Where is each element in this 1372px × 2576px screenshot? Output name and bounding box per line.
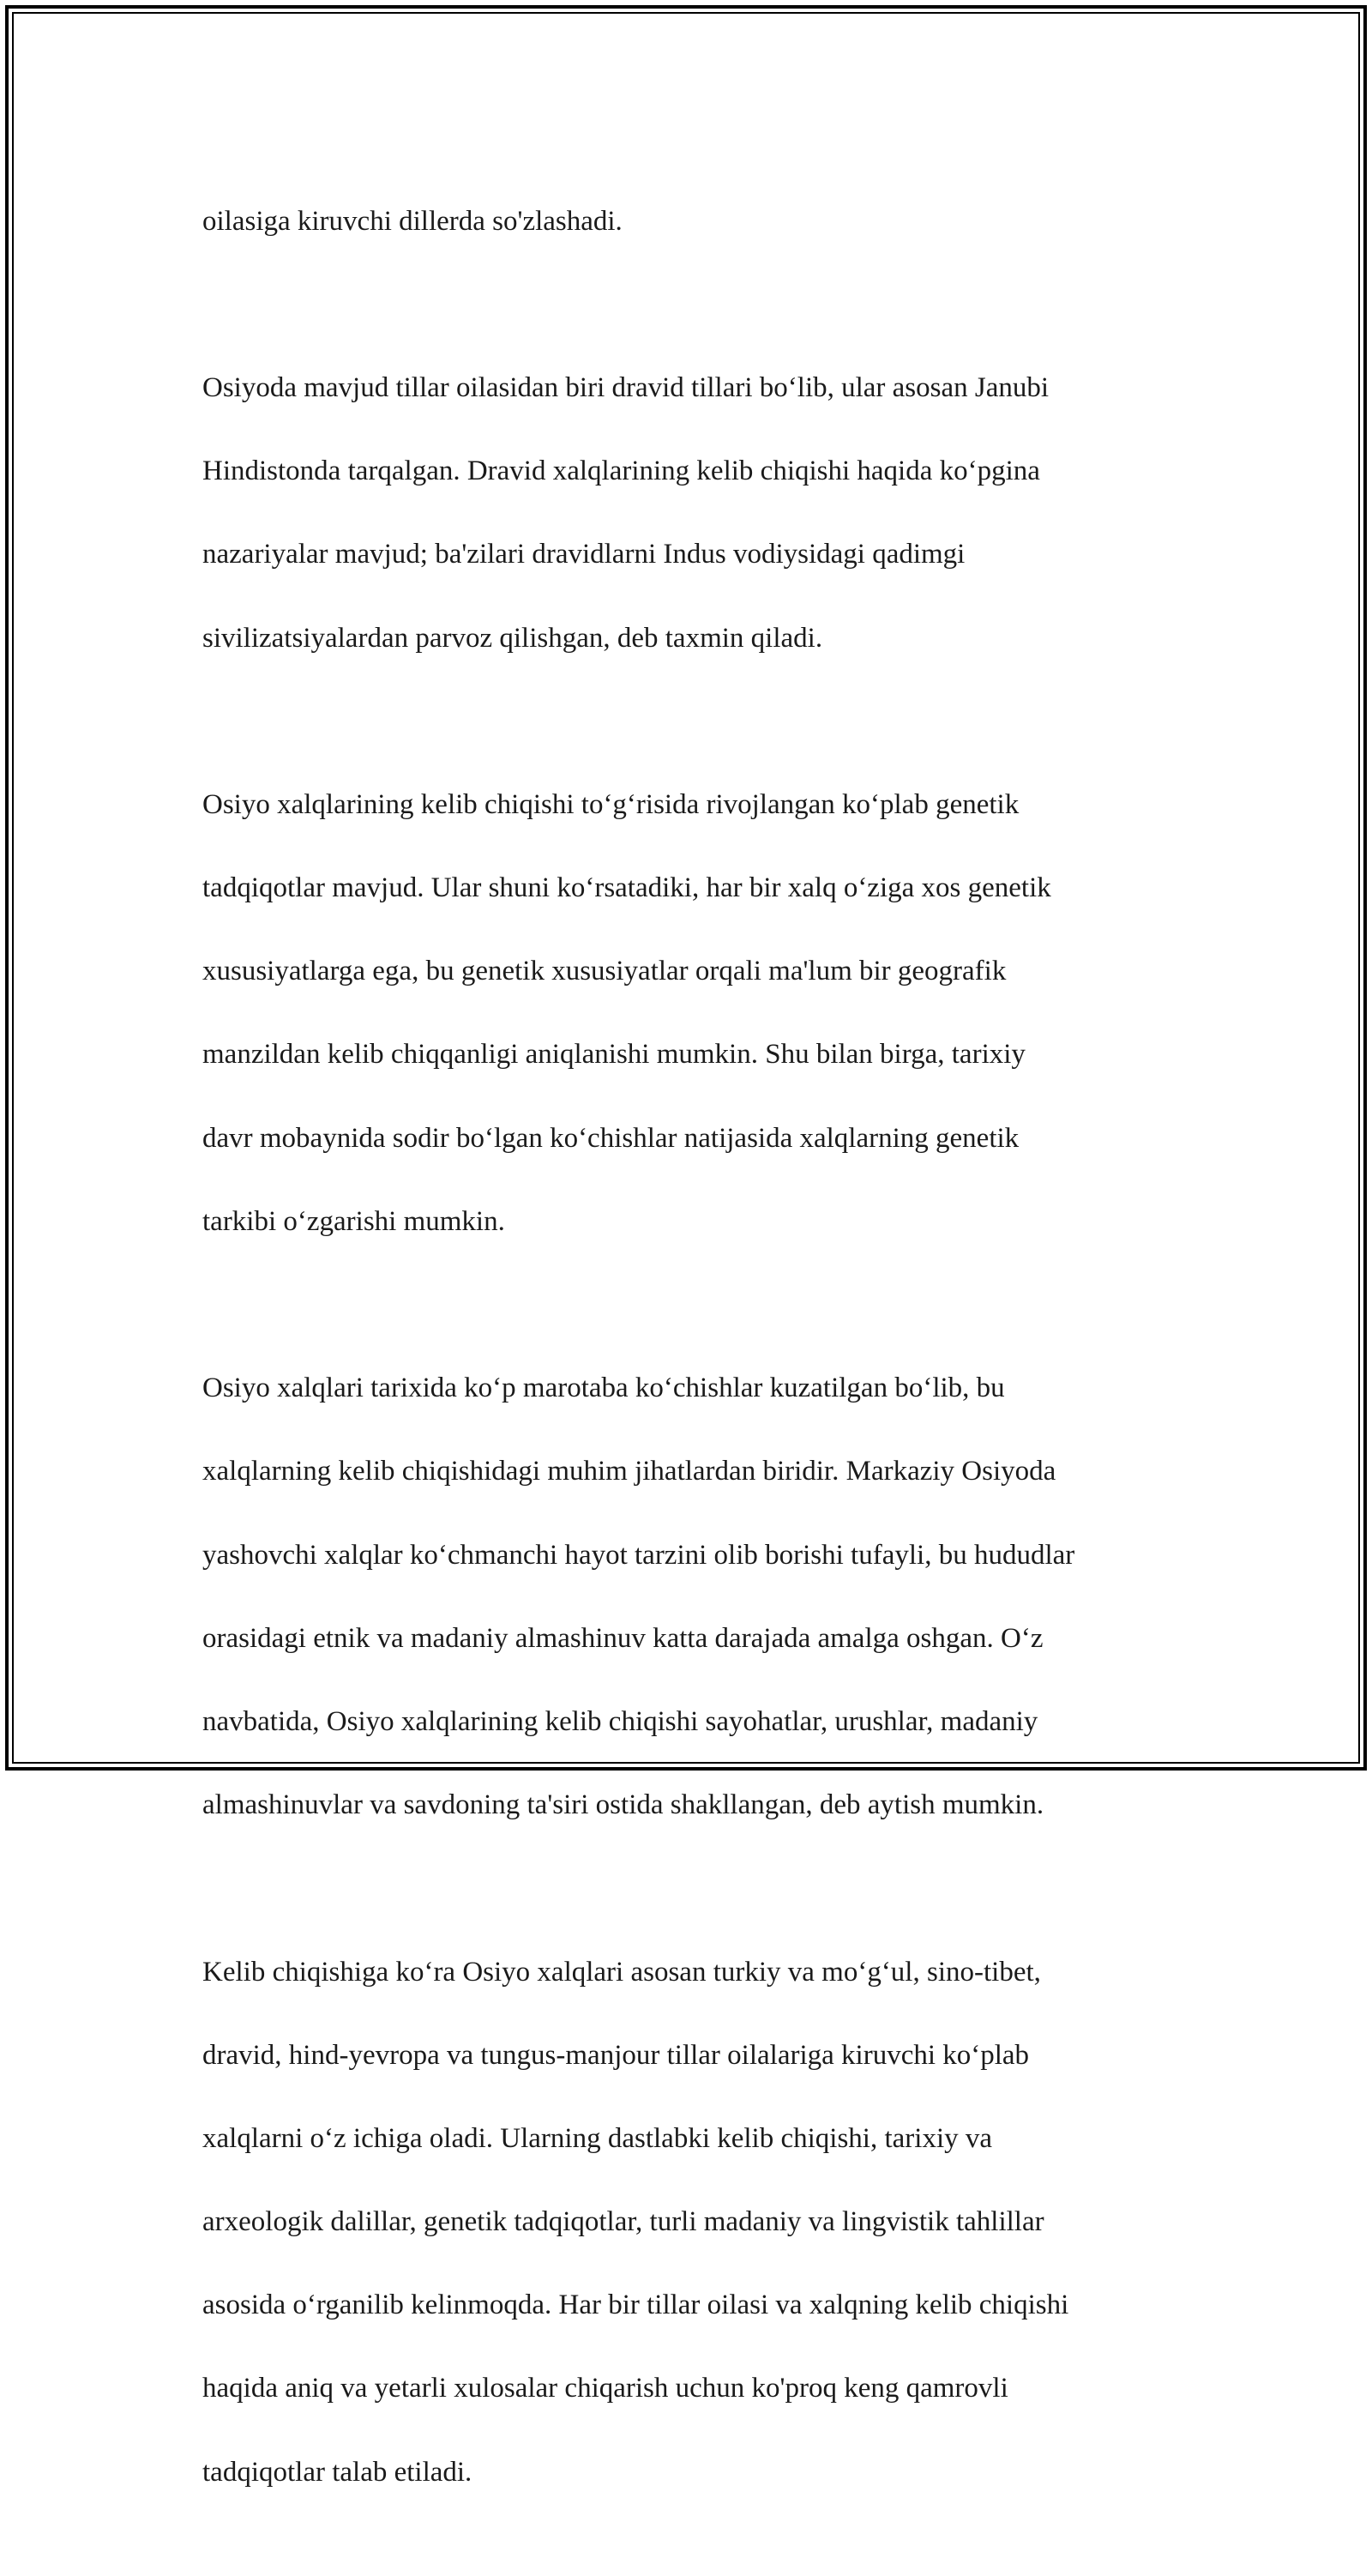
text-line: Osiyo xalqlari tarixida ko‘p marotaba ko‘chishlar kuzatilgan bo‘lib, bu xyxy=(202,1372,1005,1404)
document-body xyxy=(202,159,1188,2576)
text-line: yashovchi xalqlar ko‘chmanchi hayot tarzini olib borishi tufayli, bu hududlar xyxy=(202,1539,1075,1571)
text-line: Kelib chiqishiga ko‘ra Osiyo xalqlari asosan turkiy va mo‘g‘ul, sino-tibet, xyxy=(202,1956,1041,1988)
paragraph-1 xyxy=(202,159,1188,284)
text-line: dravid, hind-yevropa va tungus-manjour tillar oilalariga kiruvchi ko‘plab xyxy=(202,2039,1030,2071)
text-line: Osiyo xalqlarining kelib chiqishi to‘g‘risida rivojlangan ko‘plab genetik xyxy=(202,788,1020,820)
paragraph-2 xyxy=(202,325,1188,700)
text-line: tadqiqotlar talab etiladi. xyxy=(202,2456,472,2488)
text-line: almashinuvlar va savdoning ta'siri ostida shakllangan, deb aytish mumkin. xyxy=(202,1789,1044,1821)
text-line: asosida o‘rganilib kelinmoqda. Har bir tillar oilasi va xalqning kelib chiqishi xyxy=(202,2289,1069,2321)
paragraph-4 xyxy=(202,1326,1188,1868)
paragraph-5 xyxy=(202,1909,1188,2535)
text-line: Osiyoda mavjud tillar oilasidan biri dravid tillari bo‘lib, ular asosan Janubi xyxy=(202,371,1050,403)
text-line: navbatida, Osiyo xalqlarining kelib chiqishi sayohatlar, urushlar, madaniy xyxy=(202,1705,1038,1737)
text-line: oilasiga kiruvchi dillerda so'zlashadi. xyxy=(202,205,623,237)
text-line: xalqlarning kelib chiqishidagi muhim jihatlardan biridir. Markaziy Osiyoda xyxy=(202,1456,1056,1487)
text-line: Hindistonda tarqalgan. Dravid xalqlarining kelib chiqishi haqida ko‘pgina xyxy=(202,455,1040,487)
text-line: tadqiqotlar mavjud. Ular shuni ko‘rsatadiki, har bir xalq o‘ziga xos genetik xyxy=(202,872,1051,904)
text-line: haqida aniq va yetarli xulosalar chiqarish uchun ko'proq keng qamrovli xyxy=(202,2373,1008,2404)
text-line: nazariyalar mavjud; ba'zilari dravidlarni Indus vodiysidagi qadimgi xyxy=(202,539,966,570)
text-line: tarkibi o‘zgarishi mumkin. xyxy=(202,1205,505,1237)
text-line: arxeologik dalillar, genetik tadqiqotlar, turli madaniy va lingvistik tahlillar xyxy=(202,2206,1044,2238)
text-line: manzildan kelib chiqqanligi aniqlanishi mumkin. Shu bilan birga, tarixiy xyxy=(202,1039,1026,1071)
text-line: orasidagi etnik va madaniy almashinuv katta darajada amalga oshgan. O‘z xyxy=(202,1622,1044,1654)
text-line: xalqlarni o‘z ichiga oladi. Ularning dastlabki kelib chiqishi, tarixiy va xyxy=(202,2122,993,2154)
text-line: sivilizatsiyalardan parvoz qilishgan, deb taxmin qiladi. xyxy=(202,622,823,654)
text-line: davr mobaynida sodir bo‘lgan ko‘chishlar natijasida xalqlarning genetik xyxy=(202,1122,1020,1154)
text-line: xususiyatlarga ega, bu genetik xususiyatlar orqali ma'lum bir geografik xyxy=(202,956,1007,987)
paragraph-3 xyxy=(202,742,1188,1284)
